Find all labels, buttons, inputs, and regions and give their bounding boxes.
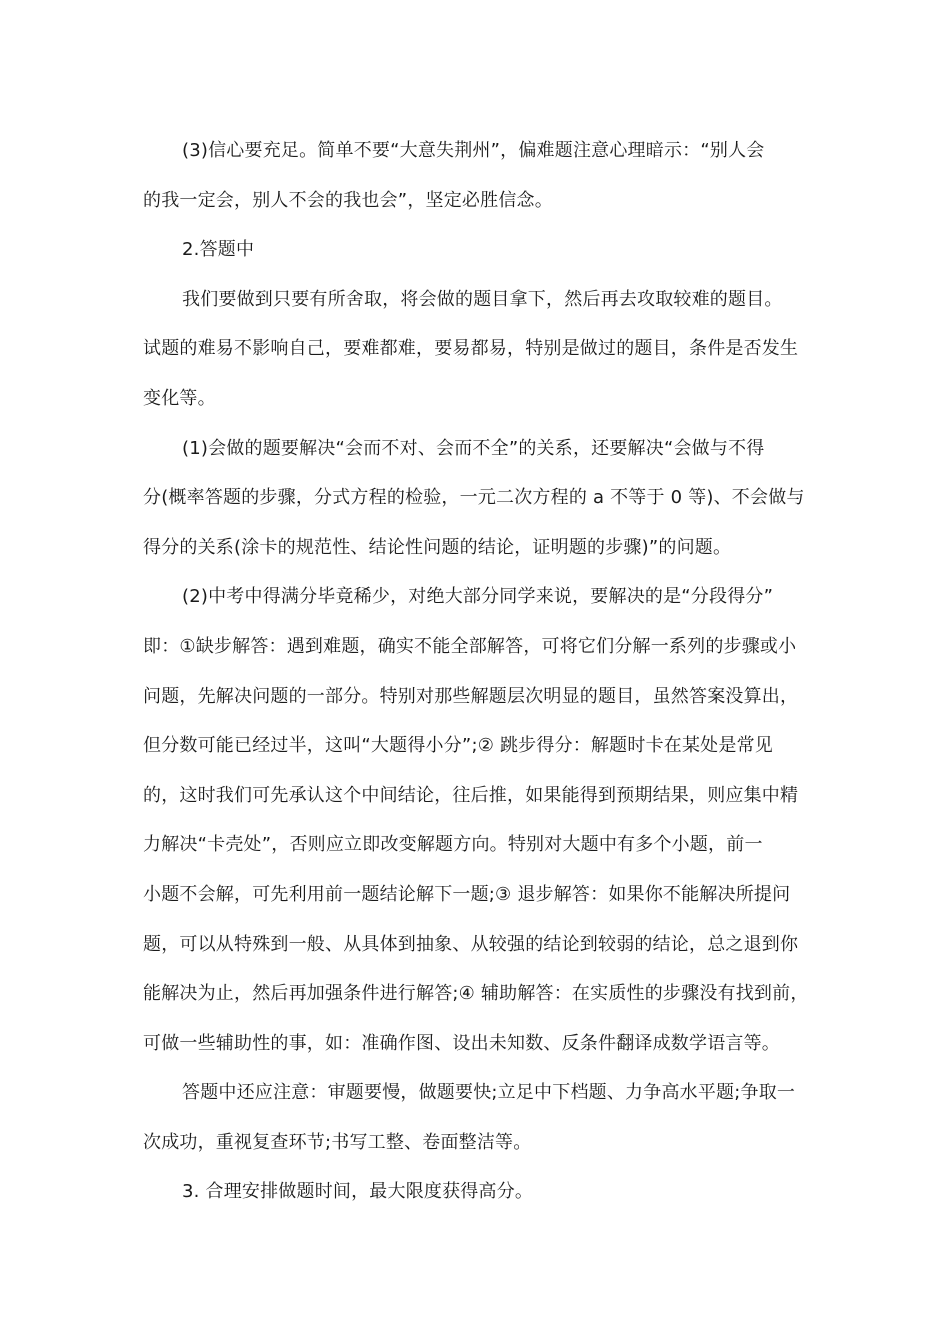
section-heading: 2.答题中 — [182, 239, 255, 261]
text-line: 题，可以从特殊到一般、从具体到抽象、从较强的结论到较弱的结论，总之退到你 — [143, 933, 799, 955]
text-line: 力解决“卡壳处”，否则应立即改变解题方向。特别对大题中有多个小题，前一 — [143, 834, 763, 856]
text-line: 得分的关系(涂卡的规范性、结论性问题的结论，证明题的步骤)”的问题。 — [143, 536, 732, 558]
text-line: 能解决为止，然后再加强条件进行解答;④ 辅助解答：在实质性的步骤没有找到前， — [143, 983, 809, 1005]
text-line: (2)中考中得满分毕竟稀少，对绝大部分同学来说，要解决的是“分段得分” — [182, 586, 774, 608]
text-line: 次成功，重视复查环节;书写工整、卷面整洁等。 — [143, 1131, 532, 1153]
text-line: 即：①缺步解答：遇到难题，确实不能全部解答，可将它们分解一系列的步骤或小 — [143, 635, 797, 657]
text-line: 答题中还应注意：审题要慢，做题要快;立足中下档题、力争高水平题;争取一 — [182, 1082, 796, 1104]
text-line: 的我一定会，别人不会的我也会”，坚定必胜信念。 — [143, 189, 553, 211]
text-line: 可做一些辅助性的事，如：准确作图、设出未知数、反条件翻译成数学语言等。 — [143, 1032, 780, 1054]
text-line: 问题，先解决问题的一部分。特别对那些解题层次明显的题目，虽然答案没算出， — [143, 685, 799, 707]
section-heading: 3. 合理安排做题时间，最大限度获得高分。 — [182, 1181, 534, 1203]
text-line: (3)信心要充足。简单不要“大意失荆州”，偏难题注意心理暗示：“别人会 — [182, 140, 765, 161]
text-line: (1)会做的题要解决“会而不对、会而不全”的关系，还要解决“会做与不得 — [182, 437, 765, 459]
document-body — [143, 126, 813, 1217]
text-line: 分(概率答题的步骤，分式方程的检验，一元二次方程的 a 不等于 0 等)、不会做与 — [143, 487, 805, 509]
text-line: 我们要做到只要有所舍取，将会做的题目拿下，然后再去攻取较难的题目。 — [182, 288, 783, 310]
text-line: 小题不会解，可先利用前一题结论解下一题;③ 退步解答：如果你不能解决所提问 — [143, 883, 791, 905]
text-line: 变化等。 — [143, 387, 216, 409]
text-line: 试题的难易不影响自己，要难都难，要易都易，特别是做过的题目，条件是否发生 — [143, 338, 799, 360]
text-line: 的，这时我们可先承认这个中间结论，往后推，如果能得到预期结果，则应集中精 — [143, 784, 799, 806]
text-line: 但分数可能已经过半，这叫“大题得小分”;② 跳步得分：解题时卡在某处是常见 — [143, 735, 773, 757]
